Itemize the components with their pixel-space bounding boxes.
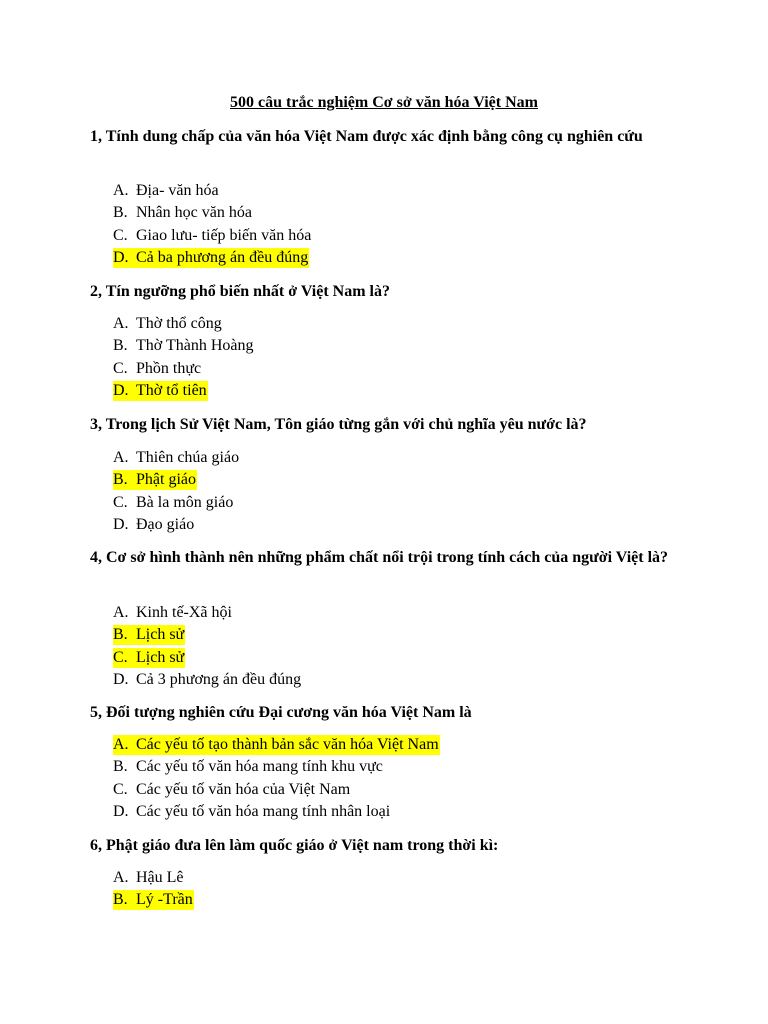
question-3-option-a (113, 447, 673, 469)
question-6-options (113, 867, 673, 912)
question-1-option-c (113, 225, 673, 247)
question-1-option-b (113, 202, 673, 224)
option-text: Kinh tế-Xã hội (136, 604, 232, 621)
option-text: Thờ Thành Hoàng (136, 337, 254, 355)
option-text: Cả 3 phương án đều đúng (136, 671, 302, 689)
option-letter: C. (113, 780, 128, 798)
question-6-text: 6, Phật giáo đưa lên làm quốc giáo ở Việt nam trong thời kì: (90, 837, 499, 854)
question-4-option-d (113, 669, 673, 691)
document-title: 500 câu trắc nghiệm Cơ sở văn hóa Việt Nam (230, 94, 538, 111)
option-letter: C. (113, 493, 128, 511)
question-4-option-c (113, 647, 673, 669)
question-4-options (113, 602, 673, 692)
question-2-option-d (113, 380, 673, 402)
option-text: Các yếu tố văn hóa mang tính khu vực (136, 758, 383, 776)
question-2-options (113, 313, 673, 403)
option-letter: D. (113, 382, 129, 400)
option-text: Địa- văn hóa (136, 182, 219, 199)
option-text: Các yếu tố văn hóa của Việt Nam (136, 780, 351, 798)
option-text: Thờ tổ tiên (136, 382, 207, 400)
question-3-option-b (113, 469, 673, 491)
option-letter: A. (113, 736, 129, 753)
option-letter: B. (113, 204, 128, 222)
question-3-options (113, 447, 673, 537)
option-text: Cả ba phương án đều đúng (136, 249, 309, 267)
option-text: Nhân học văn hóa (136, 204, 252, 222)
question-1-text: 1, Tính dung chấp của văn hóa Việt Nam được xác định bằng công cụ nghiên cứu (90, 128, 643, 145)
option-letter: D. (113, 671, 129, 689)
question-1-option-a (113, 180, 673, 202)
option-letter: A. (113, 315, 129, 332)
option-text: Lịch sử (136, 626, 185, 644)
option-letter: D. (113, 516, 129, 534)
question-5-option-a (113, 734, 673, 756)
option-letter: B. (113, 337, 128, 355)
question-3-text: 3, Trong lịch Sử Việt Nam, Tôn giáo từng gắn với chủ nghĩa yêu nước là? (90, 416, 587, 433)
option-text: Phồn thực (136, 359, 202, 377)
question-2-text: 2, Tín ngưỡng phổ biến nhất ở Việt Nam là? (90, 283, 390, 300)
option-text: Thờ thổ công (136, 315, 222, 332)
option-letter: B. (113, 626, 128, 644)
option-letter: B. (113, 471, 128, 489)
question-6-option-b (113, 889, 673, 911)
option-letter: D. (113, 249, 129, 267)
question-2-option-a (113, 313, 673, 335)
option-text: Đạo giáo (136, 516, 195, 534)
option-text: Bà la môn giáo (136, 493, 234, 511)
option-text: Phật giáo (136, 471, 196, 489)
option-letter: A. (113, 604, 129, 621)
question-5-option-c (113, 779, 673, 801)
question-2-option-c (113, 358, 673, 380)
option-letter: C. (113, 648, 128, 666)
option-letter: D. (113, 803, 129, 821)
question-5-option-d (113, 801, 673, 823)
question-5-text: 5, Đối tượng nghiên cứu Đại cương văn hóa Việt Nam là (90, 704, 472, 721)
option-text: Thiên chúa giáo (136, 449, 240, 466)
option-text: Hậu Lê (136, 869, 184, 886)
question-5-options (113, 734, 673, 824)
question-4-text: 4, Cơ sở hình thành nên những phẩm chất nổi trội trong tính cách của người Việt là? (90, 549, 669, 566)
option-letter: B. (113, 758, 128, 776)
option-text: Lịch sử (136, 648, 185, 666)
question-4-option-b (113, 624, 673, 646)
question-3-option-d (113, 514, 673, 536)
option-letter: A. (113, 182, 129, 199)
option-text: Giao lưu- tiếp biến văn hóa (136, 226, 312, 244)
option-letter: A. (113, 449, 129, 466)
option-letter: B. (113, 891, 128, 909)
option-letter: C. (113, 226, 128, 244)
option-text: Lý -Trần (136, 891, 193, 909)
option-text: Các yếu tố văn hóa mang tính nhân loại (136, 803, 391, 821)
option-text: Các yếu tố tạo thành bản sắc văn hóa Việt Nam (136, 736, 439, 753)
question-4-option-a (113, 602, 673, 624)
question-2-option-b (113, 335, 673, 357)
question-3-option-c (113, 492, 673, 514)
question-6-option-a (113, 867, 673, 889)
option-letter: C. (113, 359, 128, 377)
option-letter: A. (113, 869, 129, 886)
question-5-option-b (113, 756, 673, 778)
question-1-option-d (113, 247, 673, 269)
question-1-options (113, 180, 673, 270)
